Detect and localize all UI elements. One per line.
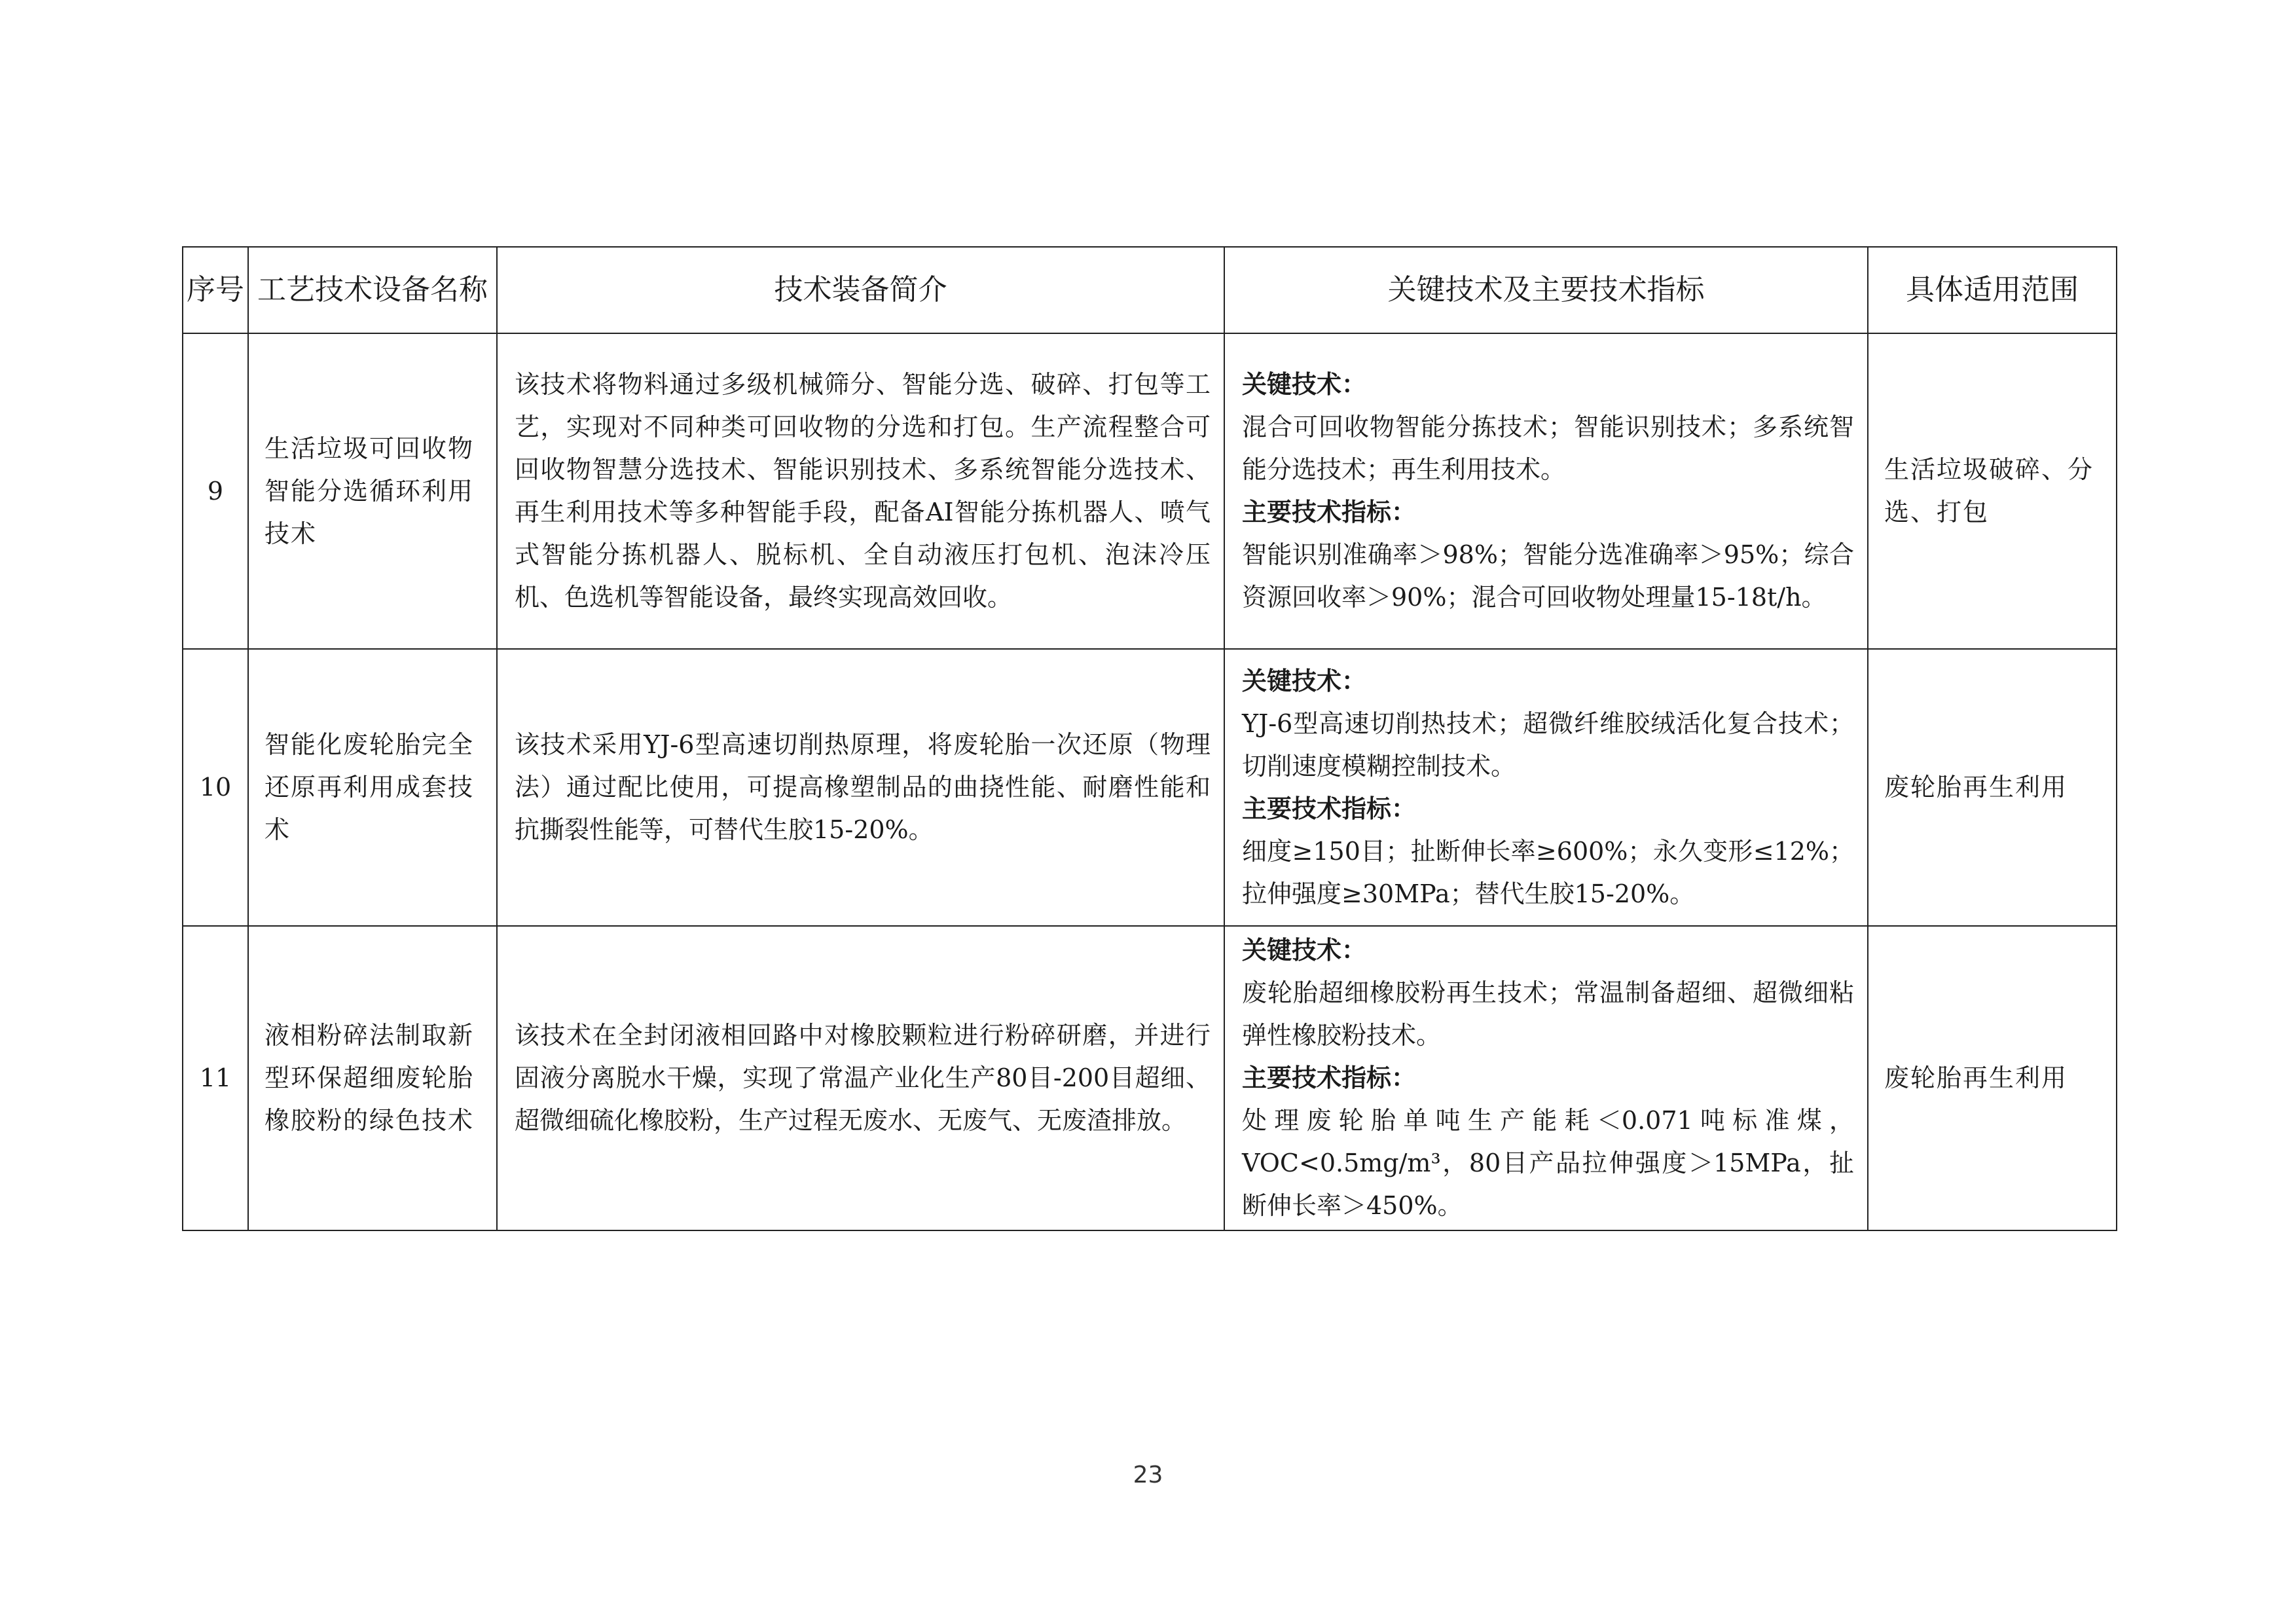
key-technology-cell [1224, 926, 1868, 1230]
technology-intro: 该技术在全封闭液相回路中对橡胶颗粒进行粉碎研磨，并进行固液分离脱水干燥，实现了常温产业化生产80目-200目超细、超微细硫化橡胶粉，生产过程无废水、无废气、无废渣排放。 [497, 926, 1224, 1230]
row-number: 11 [183, 926, 248, 1230]
key-technology-text: YJ-6型高速切削热技术；超微纤维胶绒活化复合技术；切削速度模糊控制技术。 [1242, 709, 1854, 781]
application-scope: 废轮胎再生利用 [1868, 649, 2117, 926]
key-technology-cell [1224, 649, 1868, 926]
page-number: 23 [1133, 1462, 1163, 1488]
main-index-label: 主要技术指标： [1242, 794, 1417, 823]
technology-name: 液相粉碎法制取新型环保超细废轮胎橡胶粉的绿色技术 [248, 926, 497, 1230]
table-row [183, 333, 2117, 649]
header-key: 关键技术及主要技术指标 [1224, 247, 1868, 333]
table-header-row [183, 247, 2117, 333]
technology-name: 生活垃圾可回收物智能分选循环利用技术 [248, 333, 497, 649]
row-number: 9 [183, 333, 248, 649]
main-index-label: 主要技术指标： [1242, 1063, 1417, 1092]
application-scope: 废轮胎再生利用 [1868, 926, 2117, 1230]
technology-name: 智能化废轮胎完全还原再利用成套技术 [248, 649, 497, 926]
main-index-text: 细度≥150目；扯断伸长率≥600%；永久变形≤12%；拉伸强度≥30MPa；替代生胶15-20%。 [1242, 836, 1854, 908]
key-technology-text: 废轮胎超细橡胶粉再生技术；常温制备超细、超微细粘弹性橡胶粉技术。 [1242, 978, 1854, 1050]
main-index-text: 处理废轮胎单吨生产能耗＜0.071吨标准煤，VOC<0.5mg/m³，80目产品拉伸强度＞15MPa，扯断伸长率＞450%。 [1242, 1106, 1854, 1220]
key-technology-label: 关键技术： [1242, 936, 1367, 965]
row-number: 10 [183, 649, 248, 926]
table-row [183, 649, 2117, 926]
technology-table [182, 246, 2117, 1231]
technology-intro: 该技术将物料通过多级机械筛分、智能分选、破碎、打包等工艺，实现对不同种类可回收物的分选和打包。生产流程整合可回收物智慧分选技术、智能识别技术、多系统智能分选技术、再生利用技术等多种智能手段，配备AI智能分拣机器人、喷气式智能分拣机器人、脱标机、全自动液压打包机、泡沫冷压机、色选机等智能设备，最终实现高效回收。 [497, 333, 1224, 649]
header-name: 工艺技术设备名称 [248, 247, 497, 333]
header-intro: 技术装备简介 [497, 247, 1224, 333]
technology-intro: 该技术采用YJ-6型高速切削热原理，将废轮胎一次还原（物理法）通过配比使用，可提高橡塑制品的曲挠性能、耐磨性能和抗撕裂性能等，可替代生胶15-20%。 [497, 649, 1224, 926]
header-no: 序号 [183, 247, 248, 333]
application-scope: 生活垃圾破碎、分选、打包 [1868, 333, 2117, 649]
table-row [183, 926, 2117, 1230]
main-index-text: 智能识别准确率＞98%；智能分选准确率＞95%；综合资源回收率＞90%；混合可回收物处理量15-18t/h。 [1242, 540, 1854, 612]
key-technology-label: 关键技术： [1242, 666, 1367, 695]
key-technology-text: 混合可回收物智能分拣技术；智能识别技术；多系统智能分选技术；再生利用技术。 [1242, 413, 1854, 484]
header-scope: 具体适用范围 [1868, 247, 2117, 333]
main-index-label: 主要技术指标： [1242, 498, 1417, 526]
key-technology-label: 关键技术： [1242, 370, 1367, 399]
key-technology-cell [1224, 333, 1868, 649]
